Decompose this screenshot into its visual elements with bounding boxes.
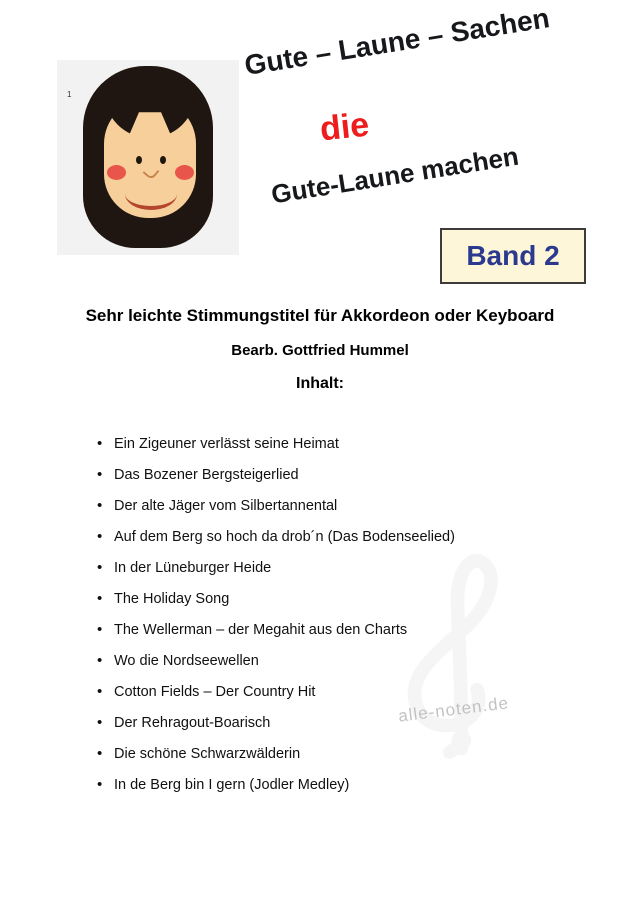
watermark-text: alle-noten.de bbox=[397, 693, 510, 726]
list-item: • Der alte Jäger vom Silbertannental bbox=[114, 498, 584, 515]
band-badge bbox=[440, 228, 586, 284]
title-line-2: Gute-Laune machen bbox=[269, 140, 521, 210]
subtitle: Sehr leichte Stimmungstitel für Akkordeon oder Keyboard bbox=[85, 306, 555, 325]
list-item: • In der Lüneburger Heide bbox=[114, 560, 584, 577]
list-item: • Cotton Fields – Der Country Hit bbox=[114, 684, 584, 701]
list-item: • Auf dem Berg so hoch da drob´n (Das Bodenseelied) bbox=[114, 529, 584, 546]
band-label: Band 2 bbox=[466, 240, 560, 271]
contents-list bbox=[92, 436, 584, 808]
list-item: • Wo die Nordseewellen bbox=[114, 653, 584, 670]
right-eye bbox=[160, 156, 166, 164]
contents-heading: Inhalt: bbox=[296, 375, 344, 392]
list-item: • Ein Zigeuner verlässt seine Heimat bbox=[114, 436, 584, 453]
title-die: die bbox=[318, 105, 371, 149]
list-item: • Der Rehragout-Boarisch bbox=[114, 715, 584, 732]
title-line-1: Gute – Laune – Sachen bbox=[242, 2, 552, 81]
left-eye bbox=[136, 156, 142, 164]
left-cheek bbox=[107, 165, 126, 180]
list-item: • In de Berg bin I gern (Jodler Medley) bbox=[114, 777, 584, 794]
cover-photo bbox=[57, 60, 239, 255]
smile-mouth bbox=[125, 178, 177, 210]
list-item: • Das Bozener Bergsteigerlied bbox=[114, 467, 584, 484]
arranger-credit: Bearb. Gottfried Hummel bbox=[231, 342, 409, 359]
photo-number-label: 1 bbox=[67, 90, 72, 99]
right-cheek bbox=[175, 165, 194, 180]
list-item: • The Holiday Song bbox=[114, 591, 584, 608]
list-item: • Die schöne Schwarzwälderin bbox=[114, 746, 584, 763]
list-item: • The Wellerman – der Megahit aus den Charts bbox=[114, 622, 584, 639]
